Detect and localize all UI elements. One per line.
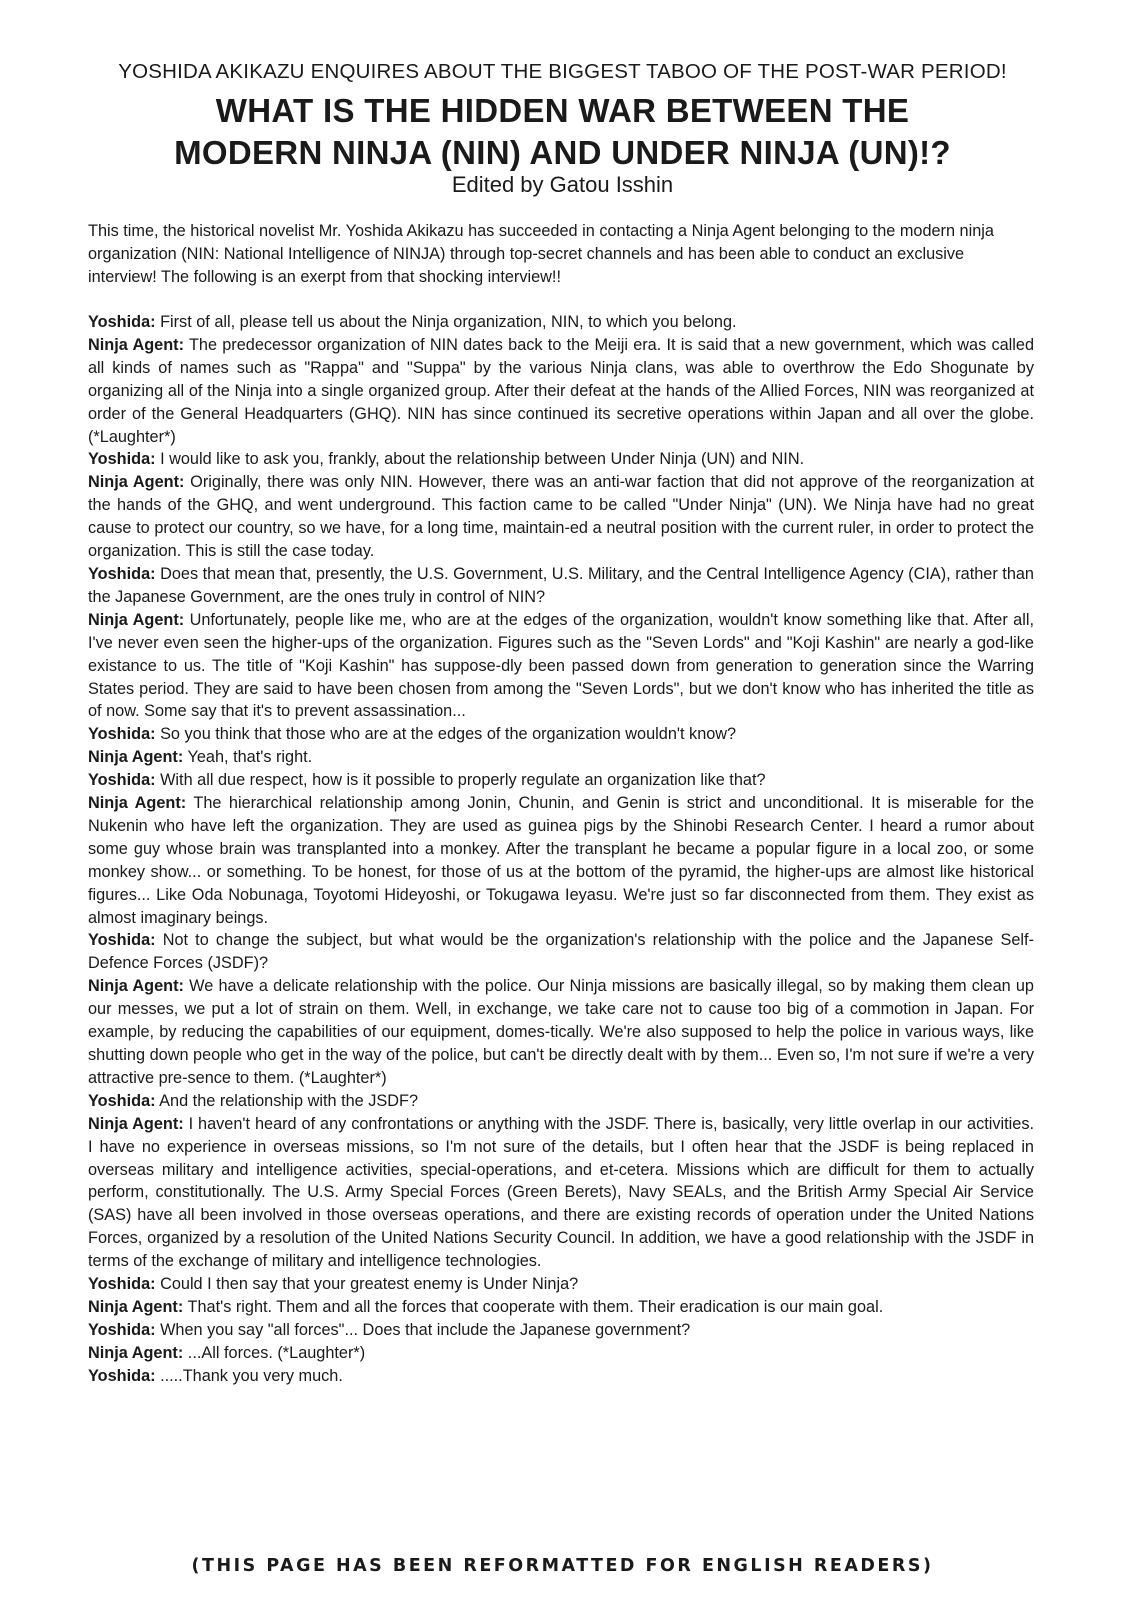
transcript-line bbox=[88, 792, 1034, 929]
speaker-name: Ninja Agent: bbox=[88, 977, 184, 996]
transcript-line bbox=[88, 723, 1034, 746]
transcript-line bbox=[88, 975, 1034, 1090]
transcript-line bbox=[88, 563, 1034, 609]
transcript-line bbox=[88, 1273, 1034, 1296]
speaker-name: Ninja Agent: bbox=[88, 1114, 184, 1133]
transcript-line bbox=[88, 1113, 1034, 1273]
reformat-note: (THIS PAGE HAS BEEN REFORMATTED FOR ENGLISH READERS) bbox=[191, 1556, 934, 1576]
transcript-line bbox=[88, 334, 1034, 449]
speaker-text: With all due respect, how is it possible to properly regulate an organization like that? bbox=[155, 771, 766, 790]
speaker-text: The predecessor organization of NIN dates back to the Meiji era. It is said that a new government, which was called all kinds of names such as "Rappa" and "Suppa" by the various Ninja clans, was able to overthrow the Edo Shogunate by organizing all of the Ninja into a single organized group. After their defeat at the hands of the Allied Forces, NIN was reorganized at order of the General Headquarters (GHQ). NIN has since continued its secretive operations within Japan and all over the globe. (*Laughter*) bbox=[88, 335, 1034, 446]
speaker-name: Yoshida: bbox=[88, 450, 156, 469]
article-intro: This time, the historical novelist Mr. Yoshida Akikazu has succeeded in contacting a Ninja Agent belonging to the modern ninja organization (NIN: National Intelligence of NINJA) through top-secret channels and has been able to conduct an exclusive interview! The following is an exerpt from that shocking interview!! bbox=[88, 222, 994, 286]
speaker-text: I haven't heard of any confrontations or anything with the JSDF. There is, basically, very little overlap in our activities. I have no experience in overseas missions, so I'm not sure of the details, but I often hear that the JSDF is being replaced in overseas military and intelligence activities, special-operations, and et-cetera. Missions which are difficult for them to actually perform, constitutionally. The U.S. Army Special Forces (Green Berets), Navy SEALs, and the British Army Special Air Service (SAS) have all been involved in those overseas operations, and there are existing records of operation under the United Nations Forces, organized by a resolution of the United Nations Security Council. In addition, we have a good relationship with the JSDF in terms of the exchange of military and intelligence technologies. bbox=[88, 1114, 1034, 1271]
speaker-text: The hierarchical relationship among Jonin, Chunin, and Genin is strict and unconditional. It is miserable for the Nukenin who have left the organization. They are used as guinea pigs by the Shinobi Research Center. I heard a rumor about some guy whose brain was transplanted into a monkey. After the transplant he became a popular figure in a local zoo, or some monkey show... or something. To be honest, for those of us at the bottom of the pyramid, the higher-ups are almost like historical figures... Like Oda Nobunaga, Toyotomi Hideyoshi, or Tokugawa Ieyasu. We're just so far disconnected from them. They exist as almost imaginary beings. bbox=[88, 794, 1034, 927]
speaker-name: Ninja Agent: bbox=[88, 748, 184, 767]
speaker-name: Ninja Agent: bbox=[88, 1297, 184, 1316]
speaker-text: And the relationship with the JSDF? bbox=[155, 1091, 419, 1110]
transcript-line bbox=[88, 471, 1034, 563]
speaker-text: Yeah, that's right. bbox=[183, 748, 313, 767]
speaker-name: Ninja Agent: bbox=[88, 794, 187, 813]
interview-transcript bbox=[88, 311, 1034, 1388]
transcript-line bbox=[88, 609, 1034, 724]
speaker-name: Ninja Agent: bbox=[88, 335, 184, 354]
speaker-text: Could I then say that your greatest enemy is Under Ninja? bbox=[155, 1275, 579, 1294]
transcript-line bbox=[88, 929, 1034, 975]
transcript-line bbox=[88, 769, 1034, 792]
speaker-text: First of all, please tell us about the Ninja organization, NIN, to which you belong. bbox=[155, 313, 737, 331]
speaker-text: That's right. Them and all the forces that cooperate with them. Their eradication is our main goal. bbox=[183, 1297, 884, 1316]
transcript-line bbox=[88, 448, 1034, 471]
speaker-text: Originally, there was only NIN. However, there was an anti-war faction that did not approve of the reorganization at the hands of the GHQ, and went underground. This faction came to be called "Under Ninja" (UN). We Ninja have had no great cause to protect our country, so we have, for a long time, maintain-ed a neutral position with the current ruler, in order to protect the organization. This is still the case today. bbox=[88, 473, 1034, 561]
transcript-line bbox=[88, 1365, 1034, 1388]
speaker-name: Yoshida: bbox=[88, 1091, 156, 1110]
transcript-line bbox=[88, 1319, 1034, 1342]
transcript-line bbox=[88, 1342, 1034, 1365]
speaker-text: ...All forces. (*Laughter*) bbox=[183, 1343, 366, 1362]
transcript-line bbox=[88, 1090, 1034, 1113]
speaker-text: So you think that those who are at the edges of the organization wouldn't know? bbox=[155, 725, 737, 744]
speaker-name: Ninja Agent: bbox=[88, 610, 185, 629]
speaker-name: Yoshida: bbox=[88, 1275, 156, 1294]
article-title-line-1: WHAT IS THE HIDDEN WAR BETWEEN THE bbox=[215, 92, 910, 129]
speaker-name: Ninja Agent: bbox=[88, 1343, 184, 1362]
speaker-name: Yoshida: bbox=[88, 725, 156, 744]
transcript-line bbox=[88, 1296, 1034, 1319]
speaker-name: Ninja Agent: bbox=[88, 473, 185, 492]
speaker-name: Yoshida: bbox=[88, 564, 156, 583]
transcript-line bbox=[88, 746, 1034, 769]
article-editor-credit: Edited by Gatou Isshin bbox=[451, 172, 674, 197]
speaker-text: I would like to ask you, frankly, about the relationship between Under Ninja (UN) and NIN. bbox=[155, 450, 805, 469]
article-kicker: YOSHIDA AKIKAZU ENQUIRES ABOUT THE BIGGEST TABOO OF THE POST-WAR PERIOD! bbox=[118, 60, 1007, 83]
speaker-text: Not to change the subject, but what would be the organization's relationship with the police and the Japanese Self-Defence Forces (JSDF)? bbox=[88, 931, 1034, 973]
article-title bbox=[0, 90, 1125, 174]
speaker-text: When you say "all forces"... Does that include the Japanese government? bbox=[155, 1320, 691, 1339]
speaker-name: Yoshida: bbox=[88, 1320, 156, 1339]
speaker-name: Yoshida: bbox=[88, 313, 156, 331]
transcript-line bbox=[88, 311, 1034, 334]
speaker-name: Yoshida: bbox=[88, 931, 156, 950]
article-title-line-2: MODERN NINJA (NIN) AND UNDER NINJA (UN)!? bbox=[174, 134, 951, 171]
speaker-name: Yoshida: bbox=[88, 771, 156, 790]
speaker-text: Unfortunately, people like me, who are at the edges of the organization, wouldn't know something like that. After all, I've never even seen the higher-ups of the organization. Figures such as the "Seven Lords" and "Koji Kashin" are nearly a god-like existance to us. The title of "Koji Kashin" has suppose-dly been passed down from generation to generation since the Warring States period. They are said to have been chosen from among the "Seven Lords", but we don't know who has inherited the title as of now. Some say that it's to prevent assassination... bbox=[88, 610, 1034, 721]
speaker-text: .....Thank you very much. bbox=[155, 1366, 343, 1385]
speaker-text: Does that mean that, presently, the U.S. Government, U.S. Military, and the Central Intelligence Agency (CIA), rather than the Japanese Government, are the ones truly in control of NIN? bbox=[88, 564, 1034, 606]
speaker-text: We have a delicate relationship with the police. Our Ninja missions are basically illegal, so by making them clean up our messes, we put a lot of strain on them. Well, in exchange, we take care not to cause too big of a commotion in Japan. For example, by reducing the capabilities of our equipment, domes-tically. We're also supposed to help the police in various ways, like shutting down people who get in the way of the police, but can't be directly dealt with by them... Even so, I'm not sure if we're a very attractive pre-sence to them. (*Laughter*) bbox=[88, 977, 1034, 1087]
speaker-name: Yoshida: bbox=[88, 1366, 156, 1385]
